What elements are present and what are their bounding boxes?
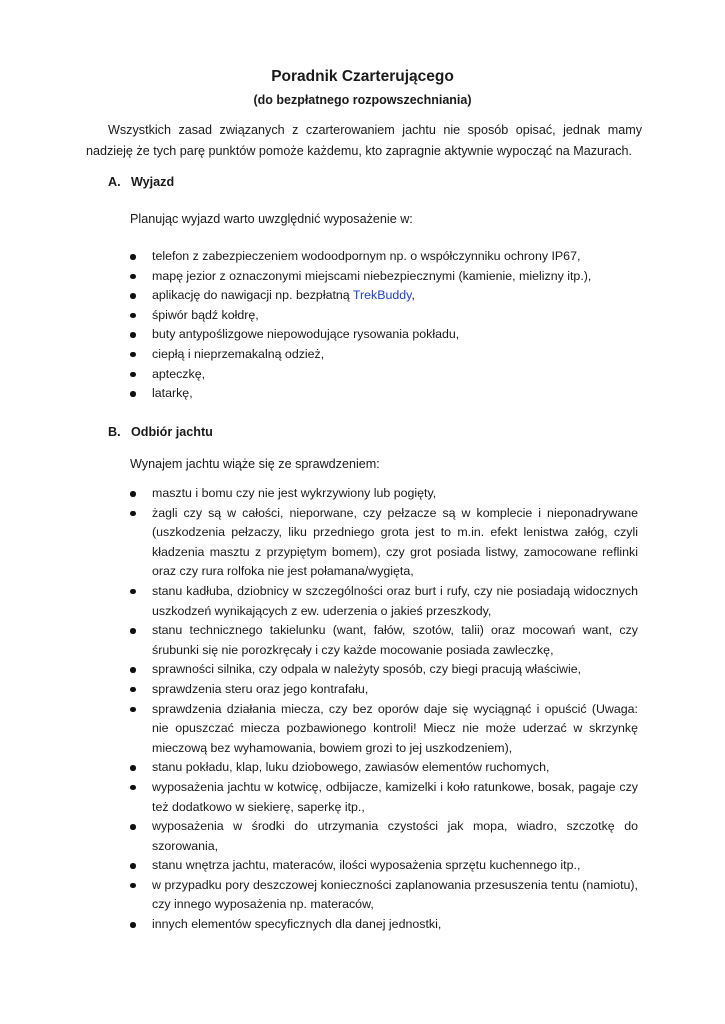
section-b-list [130, 484, 638, 935]
list-item-text: telefon z zabezpieczeniem wodoodpornym np. o współczynniku ochrony IP67, [152, 249, 581, 263]
list-item-text: wyposażenia jachtu w kotwicę, odbijacze, kamizelki i koło ratunkowe, bosak, pagaje czy też dodatkowo w siekierę, saperkę itp., [152, 779, 638, 814]
list-item [130, 325, 638, 345]
bullet-icon [130, 391, 136, 397]
list-item-text-prefix: aplikację do nawigacji np. bezpłatną [152, 288, 353, 303]
section-a-list [130, 247, 638, 404]
list-item [130, 680, 638, 700]
list-item [130, 504, 638, 582]
list-item-text: ciepłą i nieprzemakalną odzież, [152, 346, 325, 361]
list-item-text: stanu technicznego takielunku (want, fałów, szotów, talii) oraz mocowań want, czy śrubunki się nie porozkręcały i czy każde mocowanie posiada zawleczkę, [152, 623, 638, 657]
list-item-text: stanu wnętrza jachtu, materaców, ilości wyposażenia sprzętu kuchennego itp., [152, 858, 581, 873]
bullet-icon [130, 922, 136, 928]
list-item [130, 700, 638, 759]
list-item [130, 876, 638, 915]
bullet-icon [130, 707, 136, 713]
bullet-icon [130, 667, 136, 673]
list-item [130, 384, 638, 404]
bullet-icon [130, 332, 136, 338]
list-item-text: buty antypoślizgowe niepowodujące rysowania pokładu, [152, 327, 460, 342]
section-b-title: Odbiór jachtu [131, 425, 213, 439]
bullet-icon [130, 883, 136, 889]
trekbuddy-link[interactable]: TrekBuddy [352, 288, 412, 303]
list-item [130, 660, 638, 680]
list-item [130, 484, 638, 504]
bullet-icon [130, 372, 136, 378]
list-item-text: masztu i bomu czy nie jest wykrzywiony lub pogięty, [152, 486, 437, 500]
page-title: Poradnik Czarterującego [271, 68, 454, 85]
list-item [130, 621, 638, 660]
bullet-icon [130, 511, 136, 517]
page-subtitle: (do bezpłatnego rozpowszechniania) [253, 93, 472, 107]
list-item [130, 915, 638, 935]
list-item-text: stanu kadłuba, dziobnicy w szczególności oraz burt i rufy, czy nie posiadają widocznych uszkodzeń wynikających z ew. uderzenia o jakieś przeszkody, [152, 583, 638, 618]
list-item-text: mapę jezior z oznaczonymi miejscami niebezpiecznymi (kamienie, mielizny itp.), [152, 268, 592, 283]
list-item [130, 345, 638, 365]
section-a-title: Wyjazd [131, 175, 175, 189]
list-item-text: śpiwór bądź kołdrę, [152, 307, 259, 322]
section-a-letter: A. [108, 175, 121, 189]
list-item [130, 817, 638, 856]
section-b-lead: Wynajem jachtu wiąże się ze sprawdzeniem: [130, 457, 380, 471]
list-item-text-suffix: , [411, 288, 415, 303]
bullet-icon [130, 293, 136, 299]
list-item [130, 758, 638, 778]
bullet-icon [130, 313, 136, 319]
list-item-text: w przypadku pory deszczowej konieczności zaplanowania przesuszenia tentu (namiotu), czy innego wyposażenia np. materaców, [152, 877, 638, 912]
bullet-icon [130, 491, 136, 497]
list-item-text: sprawdzenia steru oraz jego kontrafału, [152, 681, 369, 696]
section-b-heading [108, 425, 213, 439]
list-item [130, 306, 638, 326]
bullet-icon [130, 785, 136, 791]
list-item-text: sprawności silnika, czy odpala w należyty sposób, czy biegi pracują właściwie, [152, 662, 582, 677]
bullet-icon [130, 254, 136, 260]
list-item-text: apteczkę, [152, 366, 206, 381]
list-item-text: innych elementów specyficznych dla danej jednostki, [152, 917, 442, 932]
section-b-letter: B. [108, 425, 121, 439]
list-item [130, 247, 638, 267]
list-item [130, 365, 638, 385]
bullet-icon [130, 589, 136, 595]
bullet-icon [130, 274, 136, 280]
bullet-icon [130, 628, 136, 634]
bullet-icon [130, 863, 136, 869]
list-item-text: stanu pokładu, klap, luku dziobowego, zawiasów elementów ruchomych, [152, 760, 550, 775]
bullet-icon [130, 687, 136, 693]
bullet-icon [130, 824, 136, 830]
list-item [130, 856, 638, 876]
intro-paragraph: Wszystkich zasad związanych z czarterowaniem jachtu nie sposób opisać, jednak mamy nadzieję że tych parę punktów pomoże każdemu, kto zapragnie aktywnie wypocząć na Mazurach. [86, 123, 642, 158]
list-item-text: wyposażenia w środki do utrzymania czystości jak mopa, wiadro, szczotkę do szorowania, [152, 819, 638, 853]
list-item-text: żagli czy są w całości, nieporwane, czy pełzacze są w komplecie i nieponadrywane (uszkodzenia pełzaczy, liku przedniego grota jest to m.in. efekt lenistwa załóg, czyli kładzenia masztu z przypiętym bomem), czy grot posiada listwy, zamocowane reflinki oraz czy rura rolfoka nie jest połamana/wygięta, [152, 505, 638, 579]
section-a-heading [108, 175, 174, 189]
list-item-text: sprawdzenia działania miecza, czy bez oporów daje się wyciągnąć i opuścić (Uwaga: nie opuszczać miecza pozbawionego kontroli! Miecz nie może uderzać w skrzynkę mieczową bez wyhamowania, bowiem grozi to jej uszkodzeniem), [152, 701, 638, 755]
list-item [130, 286, 638, 306]
section-a-lead: Planując wyjazd warto uwzględnić wyposażenie w: [130, 212, 413, 226]
list-item [130, 778, 638, 817]
list-item-text: latarkę, [152, 386, 193, 401]
bullet-icon [130, 765, 136, 771]
list-item [130, 267, 638, 287]
list-item [130, 582, 638, 621]
bullet-icon [130, 352, 136, 358]
